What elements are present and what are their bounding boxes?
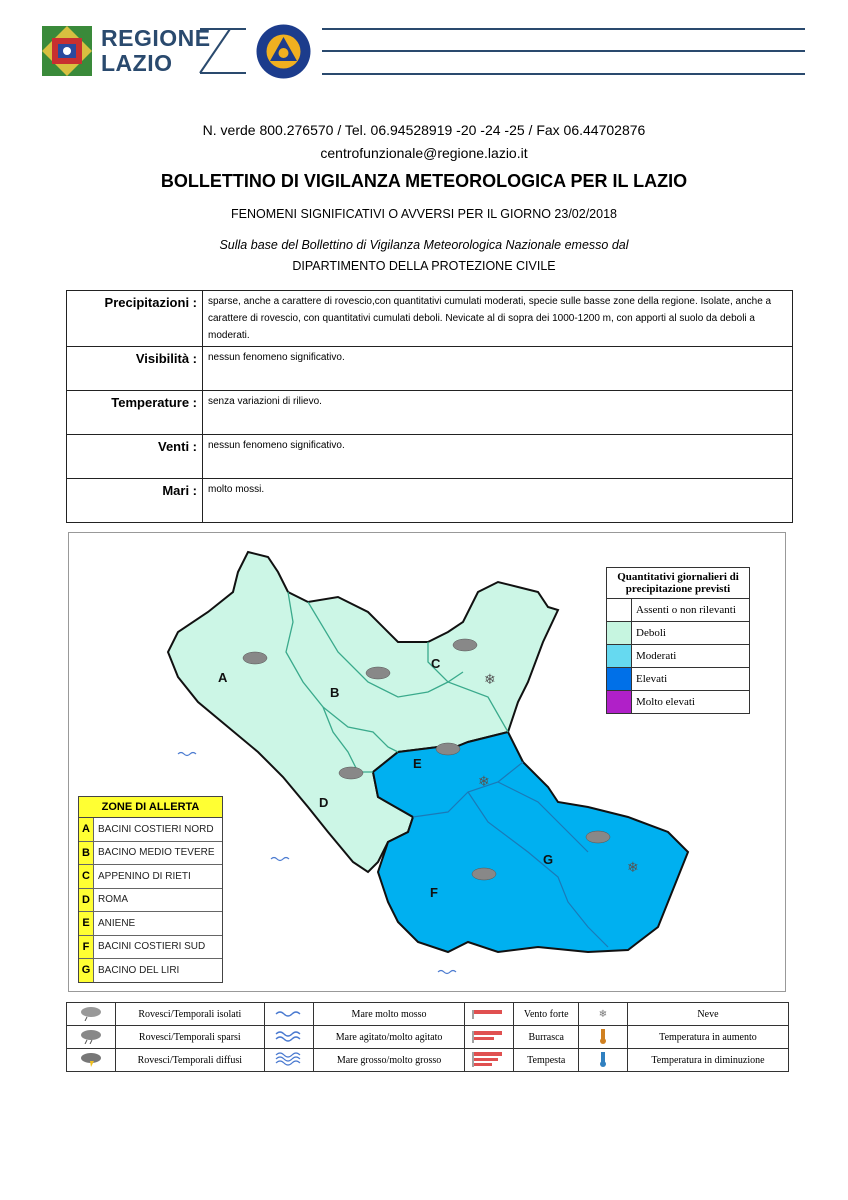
legend-swatch — [607, 691, 632, 713]
legend-label: Deboli — [636, 627, 666, 639]
phenomenon-value: sparse, anche a carattere di rovescio,con quantitativi cumulati moderati, specie sulle basse zone della regione. Isolate, anche a carattere di rovescio, con quantitativi cumulati deboli. Nevicate al di sopra dei 1000-1200 m, con apporti al suolo da deboli a moderati. — [203, 291, 793, 347]
bulletin-subtitle: FENOMENI SIGNIFICATIVI O AVVERSI PER IL GIORNO 23/02/2018 — [231, 207, 617, 221]
phenomenon-label: Visibilità : — [67, 347, 203, 391]
bulletin-department: DIPARTIMENTO DELLA PROTEZIONE CIVILE — [292, 259, 556, 273]
zone-row — [79, 865, 222, 889]
legend-row — [607, 645, 749, 668]
wave-double-icon — [264, 1026, 313, 1049]
zone-row — [79, 842, 222, 866]
brand-swoosh — [170, 25, 250, 82]
phenomenon-row-visibilita — [67, 347, 793, 391]
symbol-label: Vento forte — [514, 1003, 578, 1026]
regione-lazio-logo — [38, 24, 96, 78]
temperature-up-icon — [578, 1026, 627, 1049]
symbol-label: Burrasca — [514, 1026, 578, 1049]
legend-row — [607, 599, 749, 622]
bulletin-basis: Sulla base del Bollettino di Vigilanza Meteorologica Nazionale emesso dal — [219, 238, 629, 252]
phenomenon-value: molto mossi. — [203, 479, 793, 523]
phenomenon-value: senza variazioni di rilievo. — [203, 391, 793, 435]
sea-wave-icon — [178, 753, 196, 756]
zone-letter-g: G — [543, 852, 554, 867]
brand-line2: LAZIO — [101, 50, 173, 76]
symbol-label: Mare molto mosso — [313, 1003, 465, 1026]
legend-row — [607, 622, 749, 645]
zone-name: ANIENE — [98, 917, 136, 929]
zone-key: C — [79, 865, 94, 888]
phenomenon-label: Venti : — [67, 435, 203, 479]
zone-row — [79, 818, 222, 842]
legend-swatch — [607, 599, 632, 621]
phenomenon-label: Temperature : — [67, 391, 203, 435]
zone-letter-d: D — [319, 795, 329, 810]
wave-triple-icon — [264, 1049, 313, 1072]
legend-swatch — [607, 645, 632, 667]
zone-letter-c: C — [431, 656, 441, 671]
legend-label: Elevati — [636, 673, 668, 685]
phenomenon-row-temperature — [67, 391, 793, 435]
symbol-label: Neve — [627, 1003, 788, 1026]
zone-row — [79, 936, 222, 960]
zone-name: BACINO DEL LIRI — [98, 964, 180, 976]
legend-swatch — [607, 622, 632, 644]
symbol-label: Rovesci/Temporali diffusi — [116, 1049, 265, 1072]
wave-single-icon — [264, 1003, 313, 1026]
symbol-label: Rovesci/Temporali sparsi — [116, 1026, 265, 1049]
brand-line1: REGIONE — [101, 25, 211, 51]
legend-label: Assenti o non rilevanti — [636, 604, 736, 616]
symbol-legend-row — [67, 1026, 789, 1049]
zone-name: BACINI COSTIERI NORD — [98, 823, 214, 835]
symbol-label: Tempesta — [514, 1049, 578, 1072]
phenomenon-row-venti — [67, 435, 793, 479]
symbol-label: Rovesci/Temporali isolati — [116, 1003, 265, 1026]
zone-row — [79, 959, 222, 982]
zone-key: A — [79, 818, 94, 841]
phenomenon-row-precipitazioni — [67, 291, 793, 347]
sea-wave-icon — [271, 858, 289, 861]
wind-gale-icon — [465, 1026, 514, 1049]
zone-key: G — [79, 959, 94, 982]
zone-letter-f: F — [430, 885, 438, 900]
phenomenon-row-mari — [67, 479, 793, 523]
legend-label: Molto elevati — [636, 696, 695, 708]
snow-icon: ❄ — [478, 774, 490, 790]
zone-letter-a: A — [218, 670, 228, 685]
symbol-legend-row — [67, 1049, 789, 1072]
snow-icon: ❄ — [484, 672, 496, 688]
zone-key: F — [79, 936, 94, 959]
bulletin-title: BOLLETTINO DI VIGILANZA METEOROLOGICA PER IL LAZIO — [160, 171, 688, 191]
alert-zones-table — [78, 796, 223, 983]
storm-widespread-icon — [67, 1049, 116, 1072]
contacts-email[interactable]: centrofunzionale@regione.lazio.it — [320, 145, 528, 161]
precipitation-legend-title: Quantitativi giornalieri di precipitazione previsti — [607, 568, 749, 599]
phenomena-table — [66, 290, 793, 523]
snow-icon: ❄ — [627, 860, 639, 876]
sea-wave-icon — [438, 971, 456, 974]
storm-scattered-icon — [67, 1026, 116, 1049]
zone-letter-e: E — [413, 756, 422, 771]
precipitation-legend — [606, 567, 750, 714]
contacts-phones: N. verde 800.276570 / Tel. 06.94528919 -20 -24 -25 / Fax 06.44702876 — [202, 122, 646, 138]
zone-name: ROMA — [98, 894, 128, 906]
alert-zones-title: ZONE DI ALLERTA — [79, 797, 222, 818]
zone-name: BACINO MEDIO TEVERE — [98, 847, 215, 859]
centro-funzionale-seal — [255, 23, 312, 80]
symbol-label: Temperatura in diminuzione — [627, 1049, 788, 1072]
phenomenon-value: nessun fenomeno significativo. — [203, 347, 793, 391]
symbol-legend-table — [66, 1002, 789, 1072]
phenomenon-value: nessun fenomeno significativo. — [203, 435, 793, 479]
phenomenon-label: Precipitazioni : — [67, 291, 203, 347]
zone-key: B — [79, 842, 94, 865]
wind-strong-icon — [465, 1003, 514, 1026]
zone-row — [79, 912, 222, 936]
zone-row — [79, 889, 222, 913]
temperature-down-icon — [578, 1049, 627, 1072]
zone-key: D — [79, 889, 94, 912]
phenomenon-label: Mari : — [67, 479, 203, 523]
symbol-legend-row — [67, 1003, 789, 1026]
zone-letter-b: B — [330, 685, 340, 700]
snow-icon: ❄ — [578, 1003, 627, 1026]
zone-name: APPENINO DI RIETI — [98, 870, 191, 882]
legend-row — [607, 691, 749, 713]
legend-label: Moderati — [636, 650, 677, 662]
symbol-label: Mare grosso/molto grosso — [313, 1049, 465, 1072]
wind-storm-icon — [465, 1049, 514, 1072]
symbol-label: Mare agitato/molto agitato — [313, 1026, 465, 1049]
zone-name: BACINI COSTIERI SUD — [98, 941, 206, 953]
legend-row — [607, 668, 749, 691]
storm-isolated-icon — [67, 1003, 116, 1026]
zone-key: E — [79, 912, 94, 935]
symbol-label: Temperatura in aumento — [627, 1026, 788, 1049]
legend-swatch — [607, 668, 632, 690]
